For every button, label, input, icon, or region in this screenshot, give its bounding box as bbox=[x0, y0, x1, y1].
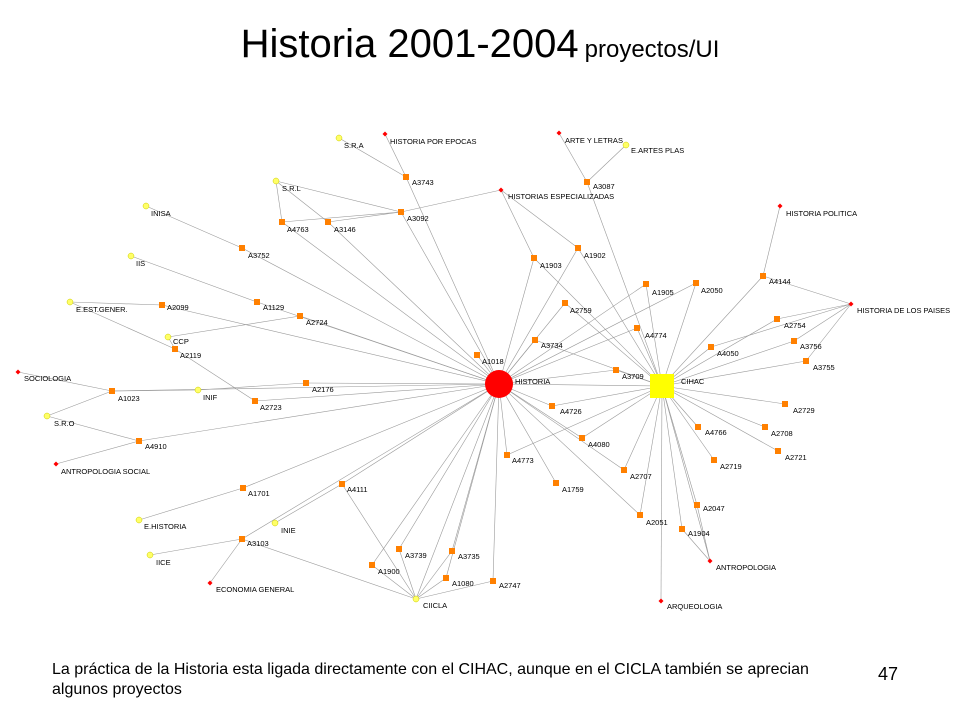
project-marker bbox=[693, 280, 699, 286]
edge-iice-a3103 bbox=[150, 539, 242, 555]
unit-marker bbox=[272, 520, 278, 526]
discipline-node-economia-general bbox=[208, 581, 295, 595]
project-node-a3146 bbox=[325, 219, 356, 234]
edge-layer bbox=[18, 133, 851, 601]
project-label: A3755 bbox=[813, 363, 835, 372]
project-label: A4050 bbox=[717, 349, 739, 358]
project-marker bbox=[396, 546, 402, 552]
discipline-label: SOCIOLOGIA bbox=[24, 374, 72, 383]
project-label: A3709 bbox=[622, 372, 644, 381]
project-marker bbox=[474, 352, 480, 358]
project-node-a4050 bbox=[708, 344, 739, 358]
edge-a3739-historia bbox=[399, 384, 499, 549]
discipline-node-historia-politica bbox=[778, 204, 858, 219]
unit-label: CIICLA bbox=[423, 601, 448, 610]
project-label: A1900 bbox=[378, 567, 400, 576]
project-label: A2724 bbox=[306, 318, 328, 327]
project-node-a2176 bbox=[303, 380, 334, 394]
project-marker bbox=[562, 300, 568, 306]
project-node-a3092 bbox=[398, 209, 429, 223]
discipline-node-antropologia-social bbox=[54, 462, 151, 477]
project-node-a1903 bbox=[531, 255, 562, 270]
edge-a1903-cihac bbox=[534, 258, 662, 386]
project-label: A1023 bbox=[118, 394, 140, 403]
unit-node-e-est-gener bbox=[67, 299, 128, 314]
unit-node-inisa bbox=[143, 203, 171, 218]
project-node-a1900 bbox=[369, 562, 400, 576]
unit-label: INISA bbox=[151, 209, 171, 218]
discipline-label: ANTROPOLOGIA SOCIAL bbox=[61, 467, 151, 476]
project-label: A3743 bbox=[412, 178, 434, 187]
project-node-a3756 bbox=[791, 338, 822, 351]
project-label: A2729 bbox=[793, 406, 815, 415]
project-node-a2729 bbox=[782, 401, 815, 415]
project-node-a2708 bbox=[762, 424, 793, 438]
project-marker bbox=[325, 219, 331, 225]
project-marker bbox=[504, 452, 510, 458]
project-node-a2099 bbox=[159, 302, 189, 312]
unit-node-inie bbox=[272, 520, 296, 535]
discipline-label: ARQUEOLOGIA bbox=[667, 602, 723, 611]
project-node-a1129 bbox=[254, 299, 284, 312]
edge-iis-a1129 bbox=[131, 256, 257, 302]
edge-a1902-cihac bbox=[578, 248, 662, 386]
project-label: A2754 bbox=[784, 321, 806, 330]
edge-inie-a4111 bbox=[275, 484, 342, 523]
project-marker bbox=[369, 562, 375, 568]
hub-marker bbox=[650, 374, 674, 398]
discipline-marker bbox=[16, 370, 21, 375]
unit-marker bbox=[165, 334, 171, 340]
edge-a2729-cihac bbox=[662, 386, 785, 404]
edge-a3092-historias-especializadas bbox=[401, 190, 501, 212]
edge-a4726-cihac bbox=[552, 386, 662, 406]
project-marker bbox=[711, 457, 717, 463]
project-label: A2759 bbox=[570, 306, 592, 315]
project-marker bbox=[803, 358, 809, 364]
discipline-node-historia-por-epocas bbox=[383, 132, 477, 147]
project-marker bbox=[549, 403, 555, 409]
project-marker bbox=[159, 302, 165, 308]
project-marker bbox=[634, 325, 640, 331]
project-node-a1701 bbox=[240, 485, 270, 498]
project-marker bbox=[553, 480, 559, 486]
discipline-label: ANTROPOLOGIA bbox=[716, 563, 777, 572]
project-node-a4111 bbox=[339, 481, 368, 494]
project-marker bbox=[449, 548, 455, 554]
project-marker bbox=[531, 255, 537, 261]
project-marker bbox=[490, 578, 496, 584]
project-marker bbox=[579, 435, 585, 441]
project-marker bbox=[762, 424, 768, 430]
project-node-a4144 bbox=[760, 273, 791, 286]
project-node-a3752 bbox=[239, 245, 270, 260]
edge-a2050-cihac bbox=[662, 283, 696, 386]
project-node-a2724 bbox=[297, 313, 328, 327]
project-marker bbox=[575, 245, 581, 251]
discipline-label: HISTORIA POLITICA bbox=[786, 209, 858, 218]
edge-antropologia-social-a4910 bbox=[56, 441, 139, 464]
edge-e-historia-a1701 bbox=[139, 488, 243, 520]
project-label: A3146 bbox=[334, 225, 356, 234]
project-node-a3103 bbox=[239, 536, 269, 548]
project-node-a2119 bbox=[172, 346, 201, 360]
edge-a4111-historia bbox=[342, 384, 499, 484]
project-node-a1023 bbox=[109, 388, 140, 403]
unit-label: INIF bbox=[203, 393, 218, 402]
project-label: A3734 bbox=[541, 341, 563, 350]
project-label: A1018 bbox=[482, 357, 504, 366]
edge-a1701-historia bbox=[243, 384, 499, 488]
edge-economia-general-a3103 bbox=[210, 539, 242, 583]
project-marker bbox=[532, 337, 538, 343]
project-label: A3756 bbox=[800, 342, 822, 351]
project-node-a4773 bbox=[504, 452, 534, 465]
project-marker bbox=[791, 338, 797, 344]
project-marker bbox=[240, 485, 246, 491]
edge-a1903-historia bbox=[499, 258, 534, 384]
unit-node-s-r-a bbox=[336, 135, 364, 150]
edge-a4763-historia bbox=[282, 222, 499, 384]
unit-marker bbox=[195, 387, 201, 393]
unit-marker bbox=[336, 135, 342, 141]
project-label: A2708 bbox=[771, 429, 793, 438]
project-node-a1018 bbox=[474, 352, 504, 366]
project-node-a1080 bbox=[443, 575, 474, 588]
project-node-a3755 bbox=[803, 358, 835, 372]
title-sub: proyectos/UI bbox=[584, 36, 720, 63]
project-node-a1759 bbox=[553, 480, 584, 494]
project-node-a2050 bbox=[693, 280, 723, 295]
edge-e-artes-plas-a3087 bbox=[587, 145, 626, 182]
edge-historia-politica-a4144 bbox=[763, 206, 780, 276]
unit-label: CCP bbox=[173, 337, 189, 346]
project-node-a4910 bbox=[136, 438, 167, 451]
project-label: A2723 bbox=[260, 403, 282, 412]
edge-a2721-cihac bbox=[662, 386, 778, 451]
project-marker bbox=[774, 316, 780, 322]
project-marker bbox=[279, 219, 285, 225]
project-marker bbox=[109, 388, 115, 394]
discipline-node-arte-y-letras bbox=[557, 131, 623, 146]
edge-a1904-cihac bbox=[662, 386, 682, 529]
unit-node-s-r-o bbox=[44, 413, 75, 428]
project-label: A3087 bbox=[593, 182, 615, 191]
edge-a3146-historia bbox=[328, 222, 499, 384]
project-label: A4773 bbox=[512, 456, 534, 465]
project-node-a2051 bbox=[637, 512, 668, 527]
unit-label: S.R.O bbox=[54, 419, 75, 428]
project-marker bbox=[398, 209, 404, 215]
project-marker bbox=[637, 512, 643, 518]
unit-label: IIS bbox=[136, 259, 146, 268]
edge-inif-a2176 bbox=[198, 383, 306, 390]
discipline-node-arqueologia bbox=[659, 599, 723, 612]
project-node-a1904 bbox=[679, 526, 710, 538]
edge-a2051-historia bbox=[499, 384, 640, 515]
edge-historia-de-los-paises-a3755 bbox=[806, 304, 851, 361]
project-marker bbox=[708, 344, 714, 350]
project-marker bbox=[782, 401, 788, 407]
unit-marker bbox=[136, 517, 142, 523]
unit-marker bbox=[143, 203, 149, 209]
hub-marker bbox=[485, 370, 513, 398]
project-marker bbox=[760, 273, 766, 279]
unit-node-e-artes-plas bbox=[623, 142, 684, 155]
project-node-a4766 bbox=[695, 424, 727, 437]
edge-ciicla-historia bbox=[416, 384, 499, 599]
unit-marker bbox=[413, 596, 419, 602]
project-marker bbox=[239, 245, 245, 251]
project-marker bbox=[621, 467, 627, 473]
project-label: A4144 bbox=[769, 277, 791, 286]
project-label: A2707 bbox=[630, 472, 652, 481]
discipline-node-sociologia bbox=[16, 370, 72, 384]
project-node-a1902 bbox=[575, 245, 606, 260]
unit-marker bbox=[128, 253, 134, 259]
project-label: A1905 bbox=[652, 288, 674, 297]
project-marker bbox=[775, 448, 781, 454]
project-marker bbox=[172, 346, 178, 352]
discipline-marker bbox=[54, 462, 59, 467]
unit-label: E.ARTES PLAS bbox=[631, 146, 685, 155]
edge-a2747-historia bbox=[493, 384, 499, 581]
unit-marker bbox=[44, 413, 50, 419]
unit-label: S.R.A bbox=[344, 141, 364, 150]
project-marker bbox=[239, 536, 245, 542]
project-marker bbox=[254, 299, 260, 305]
project-node-a2754 bbox=[774, 316, 806, 330]
discipline-marker bbox=[499, 188, 504, 193]
project-marker bbox=[303, 380, 309, 386]
project-node-a3735 bbox=[449, 548, 480, 561]
edge-a2176-historia bbox=[306, 383, 499, 384]
project-marker bbox=[297, 313, 303, 319]
edge-ciicla-a1080 bbox=[416, 578, 446, 599]
unit-marker bbox=[67, 299, 73, 305]
hub-label: CIHAC bbox=[681, 377, 705, 386]
project-label: A4763 bbox=[287, 225, 309, 234]
project-label: A2747 bbox=[499, 581, 521, 590]
edge-a2099-historia bbox=[162, 305, 499, 384]
project-marker bbox=[584, 179, 590, 185]
unit-marker bbox=[147, 552, 153, 558]
unit-node-e-historia bbox=[136, 517, 186, 531]
unit-label: E.EST.GENER. bbox=[76, 305, 128, 314]
edge-historia-de-los-paises-a4050 bbox=[711, 304, 851, 347]
edge-a4111-ciicla bbox=[342, 484, 416, 599]
project-label: A1903 bbox=[540, 261, 562, 270]
edge-a2047-cihac bbox=[662, 386, 697, 505]
edge-a2724-historia bbox=[300, 316, 499, 384]
project-label: A1080 bbox=[452, 579, 474, 588]
edge-arqueologia-cihac bbox=[661, 386, 662, 601]
edge-a1905-historia bbox=[499, 284, 646, 384]
project-label: A3103 bbox=[247, 539, 269, 548]
project-label: A4111 bbox=[347, 485, 368, 494]
project-marker bbox=[679, 526, 685, 532]
title-main: Historia 2001-2004 bbox=[240, 22, 579, 66]
discipline-marker bbox=[208, 581, 213, 586]
edge-a2708-cihac bbox=[662, 386, 765, 427]
project-label: A2047 bbox=[703, 504, 725, 513]
unit-label: INIE bbox=[281, 526, 296, 535]
discipline-marker bbox=[659, 599, 664, 604]
unit-label: IICE bbox=[156, 558, 171, 567]
unit-marker bbox=[623, 142, 629, 148]
project-marker bbox=[403, 174, 409, 180]
project-label: A1129 bbox=[263, 303, 285, 312]
project-marker bbox=[613, 367, 619, 373]
project-node-a3709 bbox=[613, 367, 644, 381]
project-node-a2721 bbox=[775, 448, 807, 462]
edge-a1759-historia bbox=[499, 384, 556, 483]
project-label: A3092 bbox=[407, 214, 429, 223]
discipline-marker bbox=[383, 132, 388, 137]
project-node-a2707 bbox=[621, 467, 652, 481]
discipline-node-antropologia bbox=[708, 559, 777, 573]
unit-node-ciicla bbox=[413, 596, 447, 610]
unit-label: S.R.L bbox=[282, 184, 301, 193]
discipline-label: HISTORIAS ESPECIALIZADAS bbox=[508, 192, 615, 201]
node-layer bbox=[16, 131, 951, 612]
edge-a4773-cihac bbox=[507, 386, 662, 455]
project-label: A4080 bbox=[588, 440, 610, 449]
project-label: A3739 bbox=[405, 551, 427, 560]
project-label: A1904 bbox=[688, 529, 710, 538]
project-node-a3087 bbox=[584, 179, 615, 191]
discipline-label: HISTORIA DE LOS PAISES bbox=[857, 306, 951, 315]
project-node-a2747 bbox=[490, 578, 521, 590]
slide-caption: La práctica de la Historia esta ligada directamente con el CIHAC, aunque en el CICLA también se aprecian algunos proyectos bbox=[52, 661, 809, 698]
project-marker bbox=[136, 438, 142, 444]
edge-a2759-cihac bbox=[565, 303, 662, 386]
discipline-label: HISTORIA POR EPOCAS bbox=[390, 137, 477, 146]
project-label: A2721 bbox=[785, 453, 807, 462]
project-label: A3752 bbox=[248, 251, 270, 260]
project-marker bbox=[643, 281, 649, 287]
discipline-label: ECONOMIA GENERAL bbox=[216, 585, 295, 594]
project-label: A4726 bbox=[560, 407, 582, 416]
edge-a1900-historia bbox=[372, 384, 499, 565]
hub-label: HISTORIA bbox=[515, 377, 551, 386]
project-label: A2719 bbox=[720, 462, 742, 471]
unit-node-iice bbox=[147, 552, 171, 567]
edge-ccp-a2724 bbox=[168, 316, 300, 337]
edge-a4763-a3092 bbox=[282, 212, 401, 222]
edge-s-r-o-a1023 bbox=[47, 391, 112, 416]
edge-a2723-historia bbox=[255, 384, 499, 401]
project-label: A1701 bbox=[248, 489, 270, 498]
project-label: A1759 bbox=[562, 485, 584, 494]
project-label: A1902 bbox=[584, 251, 606, 260]
project-marker bbox=[252, 398, 258, 404]
edge-a2051-cihac bbox=[640, 386, 662, 515]
project-label: A2099 bbox=[167, 303, 189, 312]
project-label: A4766 bbox=[705, 428, 727, 437]
discipline-marker bbox=[778, 204, 783, 209]
project-label: A2050 bbox=[701, 286, 723, 295]
project-label: A3735 bbox=[458, 552, 480, 561]
discipline-marker bbox=[557, 131, 562, 136]
project-label: A2176 bbox=[312, 385, 334, 394]
project-marker bbox=[695, 424, 701, 430]
project-label: A2051 bbox=[646, 518, 668, 527]
project-marker bbox=[694, 502, 700, 508]
project-label: A2119 bbox=[180, 351, 202, 360]
discipline-node-historia-de-los-paises bbox=[849, 302, 951, 316]
project-node-a4726 bbox=[549, 403, 582, 416]
unit-node-iis bbox=[128, 253, 145, 268]
project-node-a2759 bbox=[562, 300, 592, 315]
unit-label: E.HISTORIA bbox=[144, 522, 187, 531]
project-node-a2719 bbox=[711, 457, 742, 471]
project-label: A4910 bbox=[145, 442, 167, 451]
page-number: 47 bbox=[878, 664, 899, 684]
project-marker bbox=[443, 575, 449, 581]
edge-a3087-cihac bbox=[587, 182, 662, 386]
project-node-a3734 bbox=[532, 337, 563, 350]
project-marker bbox=[339, 481, 345, 487]
project-label: A4774 bbox=[645, 331, 667, 340]
unit-marker bbox=[273, 178, 279, 184]
discipline-label: ARTE Y LETRAS bbox=[565, 136, 623, 145]
